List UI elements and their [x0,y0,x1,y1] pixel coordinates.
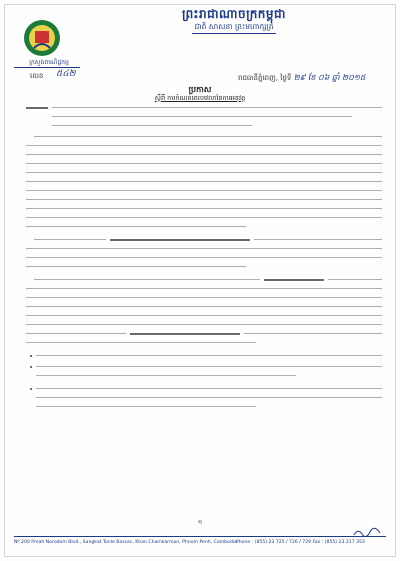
text-line [26,172,382,173]
text-line [26,315,382,316]
list-bullet [30,388,32,390]
text-line [328,279,382,280]
doc-number-label: លេខ [30,72,44,80]
text-line [26,288,382,289]
text-line [26,257,382,258]
text-line [34,136,382,137]
place-date-label: រាជធានីភ្នំពេញ, ថ្ងៃទី [238,74,292,82]
text-line [26,190,382,191]
text-line [36,355,382,356]
text-line [36,406,256,407]
text-line [36,388,382,389]
ministry-name: ក្រសួងពាណិជ្ជកម្ម [29,59,69,66]
list-bullet [30,355,32,357]
text-line [34,279,260,280]
document-subject: ស្តីពី ការកំណត់ពេលវេលានៃការអនុវត្ត [154,94,246,102]
text-line [26,163,382,164]
text-line [52,116,352,117]
list-bullet [30,366,32,368]
text-line [26,226,246,227]
motto-divider [192,33,276,34]
text-line [26,208,382,209]
text-line [264,279,324,281]
footer-address: Nº 200 Preah Norodom Blvd., Sangkat Tonle Bassac, Khan Chamkarmon, Phnom Penh, Cambodia. [14,540,239,545]
ministry-emblem-icon [22,18,62,58]
text-line [254,239,382,240]
text-line [52,107,382,108]
text-line [26,306,382,307]
text-line [110,239,250,241]
text-line [36,366,382,367]
text-line [26,154,382,155]
text-line [52,125,252,126]
date-value: ២៩ ខែ ០៦ ឆ្នាំ ២០១៥ [293,73,366,82]
text-line [130,333,240,335]
text-line [26,199,382,200]
footer-divider [14,536,386,537]
text-line [26,324,382,325]
text-line [26,248,382,249]
text-line [26,145,382,146]
kingdom-title: ព្រះរាជាណាចក្រកម្ពុជា [182,7,286,21]
footer-contact: Phone : (855) 23 725 / 726 / 729 Fax : (855) 23 217 353 [236,540,365,545]
text-line [26,333,126,334]
text-line [26,342,256,343]
text-line [36,397,382,398]
text-line [26,107,48,109]
text-line [244,333,382,334]
text-line [26,181,382,182]
document-type: ប្រកាស [188,85,212,94]
text-line [26,217,382,218]
text-line [26,266,246,267]
page-number: ១ [197,519,203,526]
place-date [238,72,365,84]
doc-number-value: ៥៤២ [56,69,76,79]
text-line [26,297,382,298]
national-motto: ជាតិ សាសនា ព្រះមហាក្សត្រ [194,22,274,31]
text-line [36,375,296,376]
text-line [34,239,106,240]
